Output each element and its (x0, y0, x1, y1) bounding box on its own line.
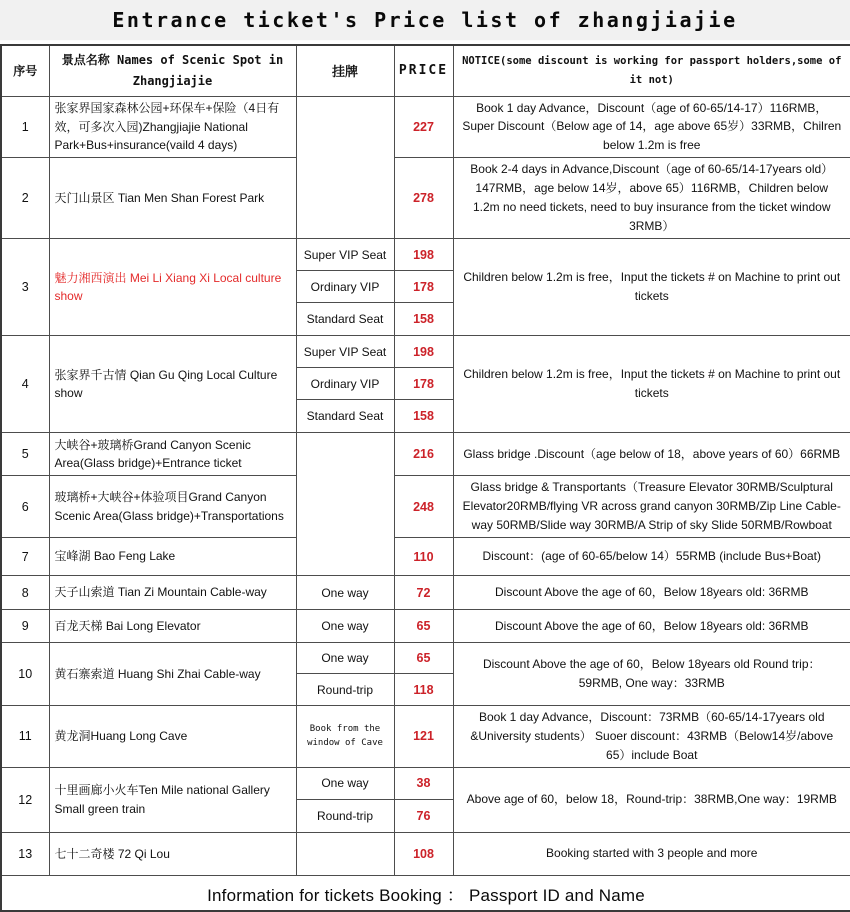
row-number-cell: 11 (1, 706, 49, 768)
row-number-cell: 1 (1, 96, 49, 158)
notice-cell: Booking started with 3 people and more (453, 832, 850, 875)
scenic-spot-cell: 魅力湘西演出 Mei Li Xiang Xi Local culture show (49, 239, 296, 336)
price-cell: 118 (394, 674, 453, 706)
price-cell: 158 (394, 303, 453, 336)
fare-label-cell: One way (296, 643, 394, 674)
scenic-spot-cell: 张家界国家森林公园+环保车+保险（4日有效，可多次入园)Zhangjiajie National Park+Bus+insurance(vaild 4 days) (49, 96, 296, 158)
price-cell: 178 (394, 271, 453, 303)
scenic-spot-cell: 玻璃桥+大峡谷+体验项目Grand Canyon Scenic Area(Glass bridge)+Transportations (49, 476, 296, 538)
table-row (1, 476, 850, 538)
footer-row (1, 875, 850, 911)
seat-label-cell: Standard Seat (296, 303, 394, 336)
row-number-cell: 6 (1, 476, 49, 538)
listed-cell (296, 832, 394, 875)
scenic-spot-cell: 黄石寨索道 Huang Shi Zhai Cable-way (49, 643, 296, 706)
notice-cell: Glass bridge .Discount（age below of 18，above years of 60）66RMB (453, 433, 850, 476)
scenic-spot-cell: 张家界千古情 Qian Gu Qing Local Culture show (49, 336, 296, 433)
price-cell: 38 (394, 767, 453, 799)
notice-cell: Glass bridge & Transportants（Treasure Elevator 30RMB/Sculptural Elevator20RMB/flying VR across grand canyon 30RMB/Zip Line Cable-way 50RMB/Slide way 30RMB/A Strip of sky Slide 50RMB/Rowboat (453, 476, 850, 538)
row-number-cell: 13 (1, 832, 49, 875)
table-row (1, 239, 850, 271)
seat-label-cell: Super VIP Seat (296, 239, 394, 271)
seat-label-cell: Super VIP Seat (296, 336, 394, 368)
fare-label-cell: Round-trip (296, 799, 394, 832)
price-cell: 278 (394, 158, 453, 239)
notice-cell: Book 2-4 days in Advance,Discount（age of 60-65/14-17years old）147RMB，age below 14岁，above 65）116RMB，Children below 1.2m no need tickets, need to buy insurance from the ticket window 3RMB） (453, 158, 850, 239)
table-row (1, 832, 850, 875)
row-number-cell: 5 (1, 433, 49, 476)
price-cell: 248 (394, 476, 453, 538)
scenic-spot-cell: 宝峰湖 Bao Feng Lake (49, 538, 296, 576)
header-row (1, 45, 850, 96)
notice-cell: Discount Above the age of 60，Below 18years old: 36RMB (453, 610, 850, 643)
scenic-spot-cell: 七十二奇楼 72 Qi Lou (49, 832, 296, 875)
table-row (1, 643, 850, 674)
seat-label-cell: Ordinary VIP (296, 271, 394, 303)
listed-cell: One way (296, 576, 394, 610)
price-cell: 198 (394, 336, 453, 368)
scenic-spot-cell: 大峡谷+玻璃桥Grand Canyon Scenic Area(Glass bridge)+Entrance ticket (49, 433, 296, 476)
price-cell: 178 (394, 368, 453, 400)
row-number-cell: 8 (1, 576, 49, 610)
price-cell: 65 (394, 610, 453, 643)
table-row (1, 610, 850, 643)
price-cell: 216 (394, 433, 453, 476)
notice-cell: Children below 1.2m is free，Input the tickets # on Machine to print out tickets (453, 239, 850, 336)
price-cell: 76 (394, 799, 453, 832)
table-row (1, 96, 850, 158)
table-row (1, 433, 850, 476)
seat-label-cell: Ordinary VIP (296, 368, 394, 400)
page-title-text: Entrance ticket's Price list of zhangjiajie (112, 8, 738, 32)
col-header-price: PRICE (394, 45, 453, 96)
row-number-cell: 9 (1, 610, 49, 643)
row-number-cell: 12 (1, 767, 49, 832)
listed-cell: One way (296, 610, 394, 643)
col-header-name: 景点名称 Names of Scenic Spot in Zhangjiajie (49, 45, 296, 96)
price-cell: 108 (394, 832, 453, 875)
notice-cell: Discount：(age of 60-65/below 14）55RMB (include Bus+Boat) (453, 538, 850, 576)
row-number-cell: 4 (1, 336, 49, 433)
row-number-cell: 3 (1, 239, 49, 336)
price-cell: 227 (394, 96, 453, 158)
page-title (0, 0, 850, 41)
row-number-cell: 2 (1, 158, 49, 239)
price-cell: 110 (394, 538, 453, 576)
notice-cell: Book 1 day Advance，Discount（age of 60-65/14-17）116RMB，Super Discount（Below age of 14，age above 65岁）33RMB，Chilren below 1.2m is free (453, 96, 850, 158)
row-number-cell: 7 (1, 538, 49, 576)
table-row (1, 706, 850, 768)
scenic-spot-cell: 天子山索道 Tian Zi Mountain Cable-way (49, 576, 296, 610)
price-table (0, 44, 850, 912)
row-number-cell: 10 (1, 643, 49, 706)
table-row (1, 538, 850, 576)
notice-cell: Discount Above the age of 60，Below 18years old Round trip：59RMB, One way：33RMB (453, 643, 850, 706)
booking-info-banner: Information for tickets Booking ： Passport ID and Name (1, 875, 850, 911)
col-header-notice: NOTICE(some discount is working for passport holders,some of it not) (453, 45, 850, 96)
scenic-spot-cell: 天门山景区 Tian Men Shan Forest Park (49, 158, 296, 239)
seat-label-cell: Standard Seat (296, 400, 394, 433)
col-header-no: 序号 (1, 45, 49, 96)
table-row (1, 576, 850, 610)
col-header-listed: 挂牌 (296, 45, 394, 96)
price-cell: 72 (394, 576, 453, 610)
listed-cell (296, 433, 394, 576)
table-row (1, 158, 850, 239)
price-cell: 198 (394, 239, 453, 271)
price-cell: 65 (394, 643, 453, 674)
listed-cell (296, 96, 394, 239)
scenic-spot-cell: 黄龙洞Huang Long Cave (49, 706, 296, 768)
notice-cell: Children below 1.2m is free，Input the tickets # on Machine to print out tickets (453, 336, 850, 433)
listed-cell: Book from the window of Cave (296, 706, 394, 768)
table-row (1, 767, 850, 799)
table-row (1, 336, 850, 368)
fare-label-cell: One way (296, 767, 394, 799)
notice-cell: Discount Above the age of 60，Below 18years old: 36RMB (453, 576, 850, 610)
fare-label-cell: Round-trip (296, 674, 394, 706)
price-cell: 158 (394, 400, 453, 433)
price-cell: 121 (394, 706, 453, 768)
scenic-spot-cell: 十里画廊小火车Ten Mile national Gallery Small green train (49, 767, 296, 832)
scenic-spot-cell: 百龙天梯 Bai Long Elevator (49, 610, 296, 643)
notice-cell: Above age of 60，below 18，Round-trip：38RMB,One way：19RMB (453, 767, 850, 832)
notice-cell: Book 1 day Advance，Discount：73RMB（60-65/14-17years old &University students） Suoer discount：43RMB（Below14岁/above 65）include Boat (453, 706, 850, 768)
